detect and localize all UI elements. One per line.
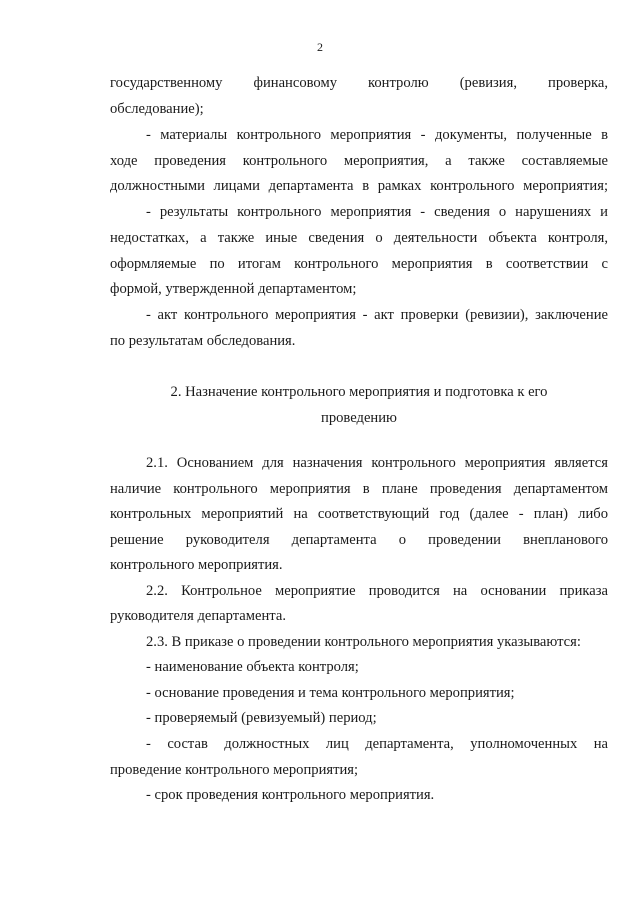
text-line: 2.1. Основанием для назначения контрольного мероприятия является	[146, 455, 608, 471]
section-heading: 2. Назначение контрольного мероприятия и подготовка к его	[170, 384, 548, 400]
text-line: - материалы контрольного мероприятия - документы, полученные в	[146, 127, 608, 143]
text-line: оформляемые по итогам контрольного мероприятия в соответствии с	[110, 256, 608, 272]
text-line: руководителя департамента.	[110, 608, 286, 624]
text-line: наличие контрольного мероприятия в плане проведения департаментом	[110, 481, 608, 497]
text-line: недостатках, а также иные сведения о деятельности объекта контроля,	[110, 230, 608, 246]
text-line: 2.2. Контрольное мероприятие проводится на основании приказа	[146, 583, 608, 599]
text-line: должностными лицами департамента в рамках контрольного мероприятия;	[110, 178, 608, 194]
list-item: - проверяемый (ревизуемый) период;	[146, 710, 377, 726]
text-line: - результаты контрольного мероприятия - сведения о нарушениях и	[146, 204, 608, 220]
text-line: проведение контрольного мероприятия;	[110, 762, 359, 778]
list-item: - наименование объекта контроля;	[146, 659, 359, 675]
list-item: - состав должностных лиц департамента, уполномоченных на	[146, 736, 608, 752]
page-number: 2	[317, 40, 323, 54]
text-line: решение руководителя департамента о проведении внепланового	[110, 532, 608, 548]
text-line: - акт контрольного мероприятия - акт проверки (ревизии), заключение	[146, 307, 608, 323]
text-line: формой, утвержденной департаментом;	[110, 281, 357, 297]
text-line: ходе проведения контрольного мероприятия, а также составляемые	[110, 153, 608, 169]
list-item: - основание проведения и тема контрольного мероприятия;	[146, 685, 515, 701]
text-line: 2.3. В приказе о проведении контрольного мероприятия указываются:	[146, 634, 581, 650]
text-line: государственному финансовому контролю (ревизия, проверка,	[110, 75, 608, 91]
text-line: обследование);	[110, 101, 204, 117]
text-line: контрольного мероприятия.	[110, 557, 283, 573]
section-heading: проведению	[321, 410, 397, 426]
text-line: контрольных мероприятий на соответствующий год (далее - план) либо	[110, 506, 608, 522]
text-line: по результатам обследования.	[110, 333, 296, 349]
list-item: - срок проведения контрольного мероприятия.	[146, 787, 435, 803]
